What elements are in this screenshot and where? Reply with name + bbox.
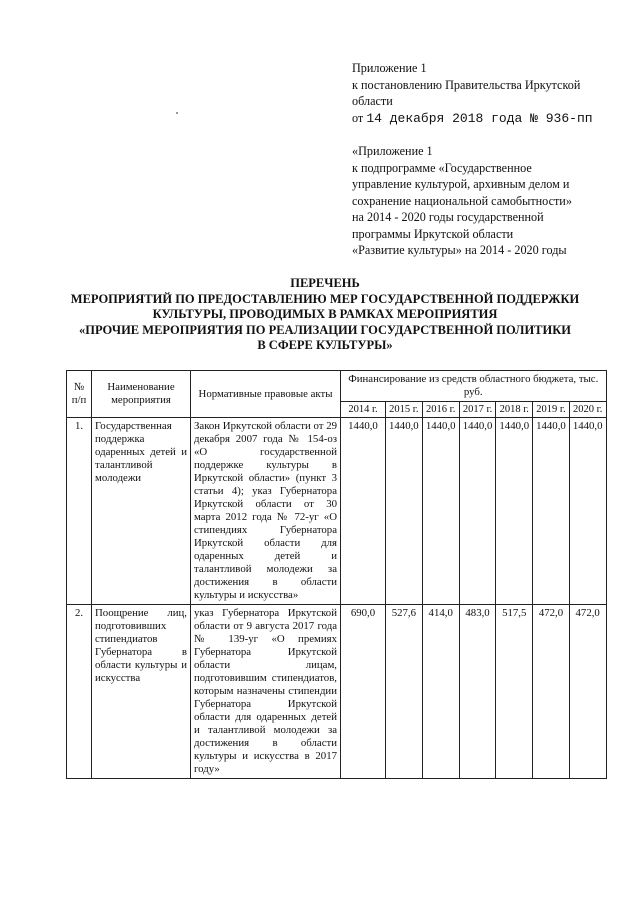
quote-line: «Приложение 1 — [352, 144, 433, 158]
title-line-5: В СФЕРЕ КУЛЬТУРЫ» — [257, 338, 393, 352]
measures-table — [66, 370, 607, 779]
date-prefix: от — [352, 110, 367, 125]
title-line-4: «ПРОЧИЕ МЕРОПРИЯТИЯ ПО РЕАЛИЗАЦИИ ГОСУДАРСТВЕННОЙ ПОЛИТИКИ — [78, 322, 572, 337]
quote-line: управление культурой, архивным делом и — [352, 177, 570, 191]
document-title — [40, 276, 610, 354]
row-value: 517,5 — [496, 605, 533, 779]
row-value: 1440,0 — [459, 418, 496, 605]
row-name: Государственная поддержка одаренных детей и талантливой молодежи — [92, 418, 191, 605]
appendix-line-3: области — [352, 94, 393, 108]
quote-line: сохранение национальной самобытности» — [352, 193, 572, 208]
quote-line: к подпрограмме «Государственное — [352, 160, 532, 175]
header-num: № п/п — [67, 371, 92, 418]
header-funding: Финансирование из средств областного бюджета, тыс. руб. — [341, 371, 607, 402]
row-value: 483,0 — [459, 605, 496, 779]
row-name: Поощрение лиц, подготовивших стипендиатов Губернатора в области культуры и искусства — [92, 605, 191, 779]
appendix-date-line — [352, 110, 612, 128]
header-year: 2019 г. — [533, 402, 570, 418]
row-value: 1440,0 — [569, 418, 606, 605]
row-value: 472,0 — [569, 605, 606, 779]
table-row — [67, 418, 607, 605]
row-value: 414,0 — [422, 605, 459, 779]
scan-speck — [176, 112, 178, 114]
appendix-block — [352, 60, 612, 259]
row-value: 527,6 — [386, 605, 423, 779]
table-row — [67, 605, 607, 779]
row-num: 2. — [67, 605, 92, 779]
row-value: 1440,0 — [341, 418, 386, 605]
resolution-date: 14 декабря 2018 года № 936-пп — [366, 110, 593, 126]
row-acts: указ Губернатора Иркутской области от 9 августа 2017 года № 139-уг «О премиях Губернатора Иркутской области лицам, подготовившим стипендиатов, которым назначены стипендии Губернатора Иркутской области для одаренных детей и талантливой молодежи за достижения в области культуры и искусства в 2017 году» — [191, 605, 341, 779]
quote-line: программы Иркутской области — [352, 226, 514, 241]
title-line-1: ПЕРЕЧЕНЬ — [290, 276, 360, 290]
title-line-3: КУЛЬТУРЫ, ПРОВОДИМЫХ В РАМКАХ МЕРОПРИЯТИЯ — [152, 307, 498, 321]
quote-line: «Развитие культуры» на 2014 - 2020 годы — [352, 243, 567, 257]
header-year: 2020 г. — [569, 402, 606, 418]
title-line-2: МЕРОПРИЯТИЙ ПО ПРЕДОСТАВЛЕНИЮ МЕР ГОСУДАРСТВЕННОЙ ПОДДЕРЖКИ — [70, 291, 580, 306]
appendix-line-1: Приложение 1 — [352, 61, 427, 75]
header-year: 2018 г. — [496, 402, 533, 418]
header-year: 2016 г. — [422, 402, 459, 418]
row-value: 1440,0 — [496, 418, 533, 605]
header-year: 2017 г. — [459, 402, 496, 418]
row-value: 1440,0 — [533, 418, 570, 605]
header-year: 2014 г. — [341, 402, 386, 418]
row-value: 472,0 — [533, 605, 570, 779]
header-name: Наименование мероприятия — [92, 371, 191, 418]
header-year: 2015 г. — [386, 402, 423, 418]
row-value: 690,0 — [341, 605, 386, 779]
row-acts: Закон Иркутской области от 29 декабря 2007 года № 154-оз «О государственной поддержке культуры в Иркутской области» (пункт 3 статьи 4); указ Губернатора Иркутской области от 30 марта 2012 года № 72-уг «О стипендиях Губернатора Иркутской области для одаренных детей и талантливой молодежи за достижения в области культуры и искусства» — [191, 418, 341, 605]
appendix-line-2: к постановлению Правительства Иркутской — [352, 77, 581, 92]
header-acts: Нормативные правовые акты — [191, 371, 341, 418]
row-value: 1440,0 — [422, 418, 459, 605]
appendix-quote — [352, 143, 612, 259]
quote-line: на 2014 - 2020 годы государственной — [352, 210, 544, 224]
row-value: 1440,0 — [386, 418, 423, 605]
row-num: 1. — [67, 418, 92, 605]
